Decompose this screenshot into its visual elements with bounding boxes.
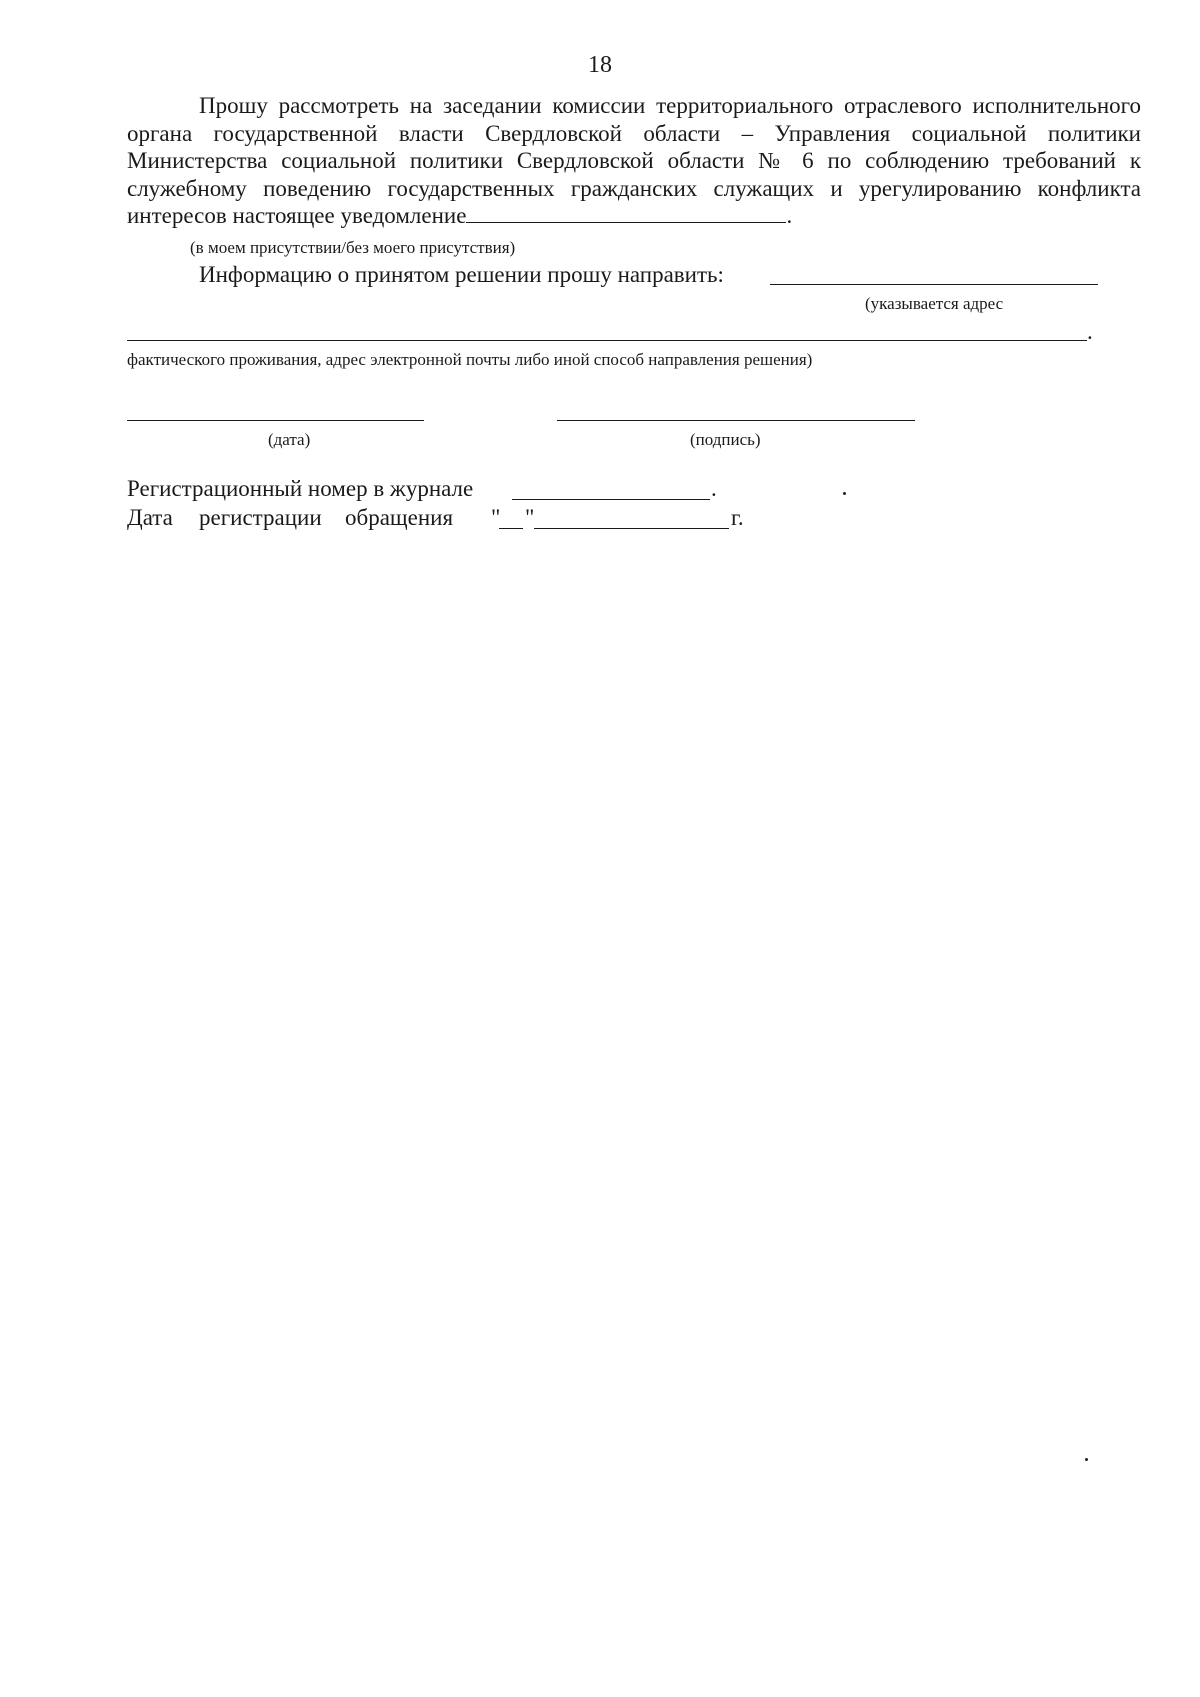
address-hint-part1: (указывается адрес [865,294,1004,313]
date-blank[interactable] [127,420,424,421]
registration-number-end: . [711,476,717,501]
decision-info-label: Информацию о принятом решении прошу направить: [199,262,724,287]
registration-date-quote-close: " [525,505,535,530]
registration-day-blank[interactable] [499,528,523,529]
presence-hint: (в моем присутствии/без моего присутствия) [190,238,516,257]
request-text: Прошу рассмотреть на заседании комиссии территориального отраслевого исполнительного органа государственной власти Свердловской области – Управления социальной политики Министерства социальной политики Свердловской области № 6 по соблюдению требований к служебному поведению государственных гражданских служащих и урегулированию конфликта интересов настоящее уведомление [127,93,1141,228]
registration-date-word-1: Дата [127,505,173,530]
registration-date-word-2: регистрации [199,505,322,530]
notification-blank[interactable] [466,204,786,223]
registration-date-word-3: обращения [345,505,454,530]
stray-mark [843,492,846,495]
registration-number-label: Регистрационный номер в журнале [127,476,474,501]
registration-number-blank[interactable] [512,499,710,500]
address-full-blank[interactable] [127,340,1087,341]
signature-label: (подпись) [690,430,761,449]
address-hint-part2: фактического проживания, адрес электронной почты либо иной способ направления решения) [127,350,813,369]
registration-month-year-blank[interactable] [534,528,729,529]
request-paragraph [127,92,1141,230]
decision-address-blank[interactable] [770,284,1098,285]
signature-blank[interactable] [557,420,915,421]
stray-mark-bottom [1085,1458,1088,1461]
address-end-mark: . [1087,319,1093,344]
page-number: 18 [588,52,612,78]
request-end-mark: . [786,203,793,228]
date-label: (дата) [268,430,311,449]
registration-year-suffix: г. [731,505,744,530]
registration-date-quote-open: " [491,505,501,530]
